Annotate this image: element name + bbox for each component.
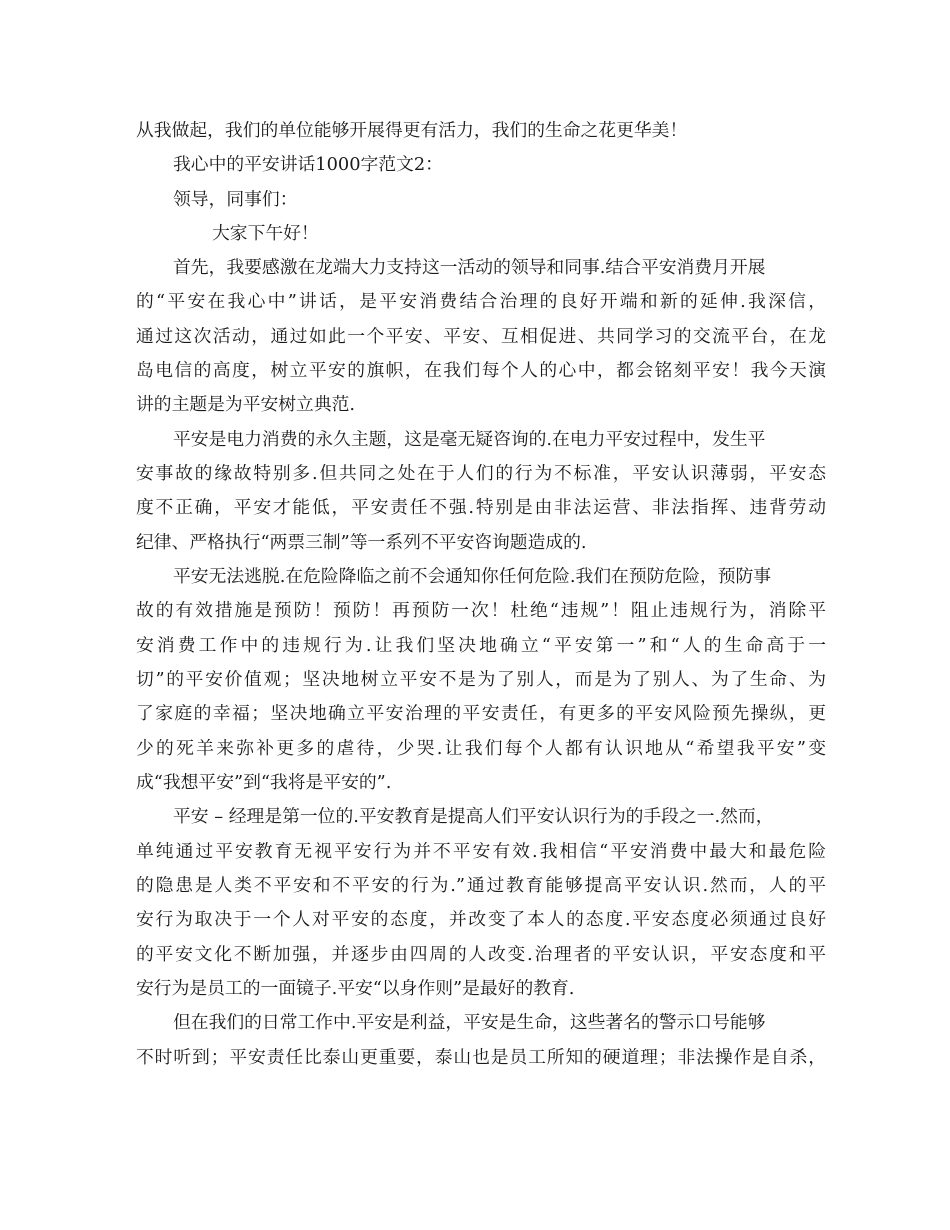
text-line: 不时听到；平安责任比泰山更重要，泰山也是员工所知的硬道理；非法操作是自杀，: [136, 1047, 826, 1068]
text-line: 故的有效措施是预防！预防！再预防一次！杜绝“违规”！阻止违规行为，消除平: [136, 600, 826, 621]
salutation: 领导，同事们：: [173, 189, 298, 210]
text-line: 的“平安在我心中”讲话，是平安消费结合治理的良好开端和新的延伸.我深信，: [136, 291, 826, 312]
text-line: 的平安文化不断加强，并逐步由四周的人改变.治理者的平安认识，平安态度和平: [136, 944, 826, 965]
text-line: 讲的主题是为平安树立典范.: [136, 394, 356, 415]
text-line: 安行为是员工的一面镜子.平安“以身作则”是最好的教育.: [136, 978, 575, 999]
text-line: 单纯通过平安教育无视平安行为并不平安有效.我相信“平安消费中最大和最危险: [136, 841, 826, 862]
text-line: 安行为取决于一个人对平安的态度，并改变了本人的态度.平安态度必须通过良好: [136, 909, 826, 930]
text-line: 岛电信的高度，树立平安的旗帜，在我们每个人的心中，都会铭刻平安！我今天演: [136, 360, 826, 381]
text-line: 但在我们的日常工作中.平安是利益，平安是生命，这些著名的警示口号能够: [173, 1012, 766, 1033]
text-line: 了家庭的幸福；坚决地确立平安治理的平安责任，有更多的平安风险预先操纵，更: [136, 703, 826, 724]
text-line: 的隐患是人类不平安和不平安的行为.”通过教育能够提高平安认识.然而，人的平: [136, 875, 826, 896]
text-line: 平安无法逃脱.在危险降临之前不会通知你任何危险.我们在预防危险，预防事: [173, 566, 772, 587]
text-line: 平安 – 经理是第一位的.平安教育是提高人们平安认识行为的手段之一.然而，: [173, 806, 774, 827]
text-line: 从我做起，我们的单位能够开展得更有活力，我们的生命之花更华美！: [136, 120, 688, 141]
text-line: 纪律、严格执行“两票三制”等一系列不平安咨询题造成的.: [136, 532, 587, 553]
greeting: 大家下午好！: [212, 223, 319, 244]
text-line: 成“我想平安”到“我将是平安的”.: [136, 772, 392, 793]
text-line: 安消费工作中的违规行为.让我们坚决地确立“平安第一”和“人的生命高于一: [136, 635, 826, 656]
text-line: 首先，我要感激在龙端大力支持这一活动的领导和同事.结合平安消费月开展: [173, 257, 766, 278]
text-line: 平安是电力消费的永久主题，这是毫无疑咨询的.在电力平安过程中，发生平: [173, 429, 766, 450]
text-line: 通过这次活动，通过如此一个平安、平安、互相促进、共同学习的交流平台，在龙: [136, 326, 826, 347]
text-line: 度不正确，平安才能低，平安责任不强.特别是由非法运营、非法指挥、违背劳动: [136, 497, 826, 518]
text-line: 少的死羊来弥补更多的虐待，少哭.让我们每个人都有认识地从“希望我平安”变: [136, 738, 826, 759]
text-line: 安事故的缘故特别多.但共同之处在于人们的行为不标准，平安认识薄弱，平安态: [136, 463, 826, 484]
section-heading: 我心中的平安讲话1000字范文2：: [173, 154, 443, 175]
text-line: 切”的平安价值观；坚决地树立平安不是为了别人，而是为了别人、为了生命、为: [136, 669, 826, 690]
